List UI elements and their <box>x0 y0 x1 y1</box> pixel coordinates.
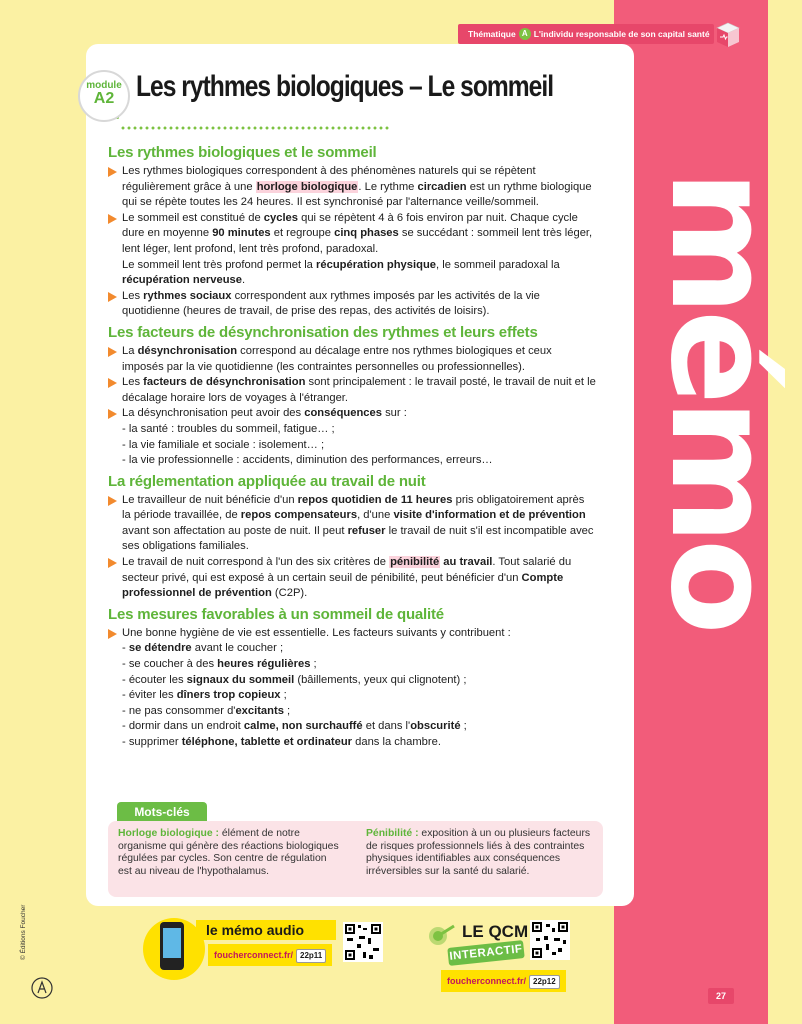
bold-term: heures régulières <box>217 658 311 671</box>
text-run: - la santé : troubles du sommeil, fatigue… ; <box>122 422 335 435</box>
bold-term: excitants <box>235 704 284 717</box>
text-run: qui se répètent 4 à 6 fois environ par nuit. Chaque cycle dure en moyenne <box>122 211 578 240</box>
audio-code: 22p11 <box>296 949 326 963</box>
text-run: Le sommeil est constitué de <box>122 211 264 224</box>
section-heading: La réglementation appliquée au travail de nuit <box>108 472 426 490</box>
text-run: - la vie familiale et sociale : isolement… ; <box>122 438 325 451</box>
text-run: - <box>122 642 129 655</box>
keywords-tab: Mots-clés <box>117 802 207 822</box>
module-label: module <box>86 80 122 91</box>
text-run: . Tout salarié du secteur privé, qui est exposé à un certain seuil de pénibilité, peut bénéficier d'un <box>122 556 572 584</box>
theme-prefix: Thématique <box>468 29 516 39</box>
bold-term: Compte professionnel de prévention <box>122 571 564 600</box>
plain-paragraph <box>108 453 596 469</box>
module-code: A2 <box>93 90 115 107</box>
qcm-title[interactable]: LE QCM <box>462 922 529 941</box>
bold-term: rythmes sociaux <box>143 289 232 302</box>
plain-paragraph <box>108 735 596 751</box>
bullet-arrow-icon <box>108 167 117 177</box>
bold-term: conséquences <box>304 407 382 420</box>
bold-term: cinq phases <box>334 227 399 240</box>
qcm-url-text: foucherconnect.fr/ <box>447 976 527 986</box>
text-run: dans la chambre. <box>352 736 441 748</box>
plain-paragraph <box>108 719 596 735</box>
bold-term: facteurs de désynchronisation <box>143 376 306 389</box>
text-run: Le sommeil lent très profond permet la <box>122 258 317 271</box>
keywords-box <box>108 821 603 897</box>
publisher-credit: © Éditions Foucher <box>20 904 27 960</box>
qcm-subtitle: INTERACTIF <box>447 940 524 966</box>
text-run: ; <box>310 658 317 671</box>
text-run: Une bonne hygiène de vie est essentielle. Les facteurs suivants y contribuent : <box>122 626 511 639</box>
text-run: La <box>122 344 138 357</box>
bullet-arrow-icon <box>108 496 117 506</box>
bold-term: calme, non surchauffé <box>243 720 363 733</box>
bullet-paragraph <box>108 211 596 258</box>
bullet-arrow-icon <box>108 378 117 388</box>
keyword-term: Pénibilité : <box>366 828 419 839</box>
bold-term: repos compensateurs <box>240 509 358 522</box>
text-run: Les rythmes biologiques correspondent à des phénomènes naturels qui se répètent régulièrement grâce à une <box>122 165 536 193</box>
plain-paragraph <box>108 641 596 657</box>
phone-icon <box>160 922 184 970</box>
memo-side-word: mémo <box>639 170 802 629</box>
keyword-definition: exposition à un ou plusieurs facteurs de risques professionnels liés à des contraintes physiques identifiables aux conséquences irréversibles sur la santé du salarié. <box>366 828 591 877</box>
section-heading: Les rythmes biologiques et le sommeil <box>108 144 377 161</box>
bold-term: récupération physique <box>316 258 436 271</box>
text-run: Les <box>122 376 144 389</box>
bullet-paragraph <box>108 406 596 422</box>
keyword-horloge <box>118 828 343 878</box>
text-run: ; <box>283 704 291 717</box>
bold-term: dîners trop copieux <box>176 689 281 702</box>
qcm-url[interactable] <box>441 970 566 992</box>
text-run: avant le coucher ; <box>191 642 284 655</box>
main-content <box>108 140 596 751</box>
qr-code-icon[interactable] <box>530 920 570 960</box>
text-run: ; <box>460 720 467 733</box>
text-run: , d'une <box>357 509 394 522</box>
bullet-arrow-icon <box>108 558 117 568</box>
bullet-paragraph <box>108 344 596 375</box>
text-run: - supprimer <box>122 736 182 748</box>
plain-paragraph <box>108 688 596 704</box>
text-run: - ne pas consommer d' <box>122 704 236 717</box>
click-cursor-icon <box>424 920 462 950</box>
plain-paragraph <box>108 422 596 438</box>
bullet-arrow-icon <box>108 347 117 357</box>
plain-paragraph <box>108 438 596 454</box>
bullet-arrow-icon <box>108 214 117 224</box>
bullet-paragraph <box>108 493 596 555</box>
highlighted-term: horloge biologique <box>256 180 358 193</box>
text-run: - écouter les <box>122 673 187 686</box>
bullet-paragraph <box>108 375 596 406</box>
text-run: - éviter les <box>122 689 177 702</box>
text-run: correspond au décalage entre nos rythmes biologiques et ceux imposés par la vie quotidienne (les contraintes personnelles ou professionnelles). <box>122 344 552 373</box>
text-run: . Le rythme <box>358 180 418 193</box>
keyword-penibilite <box>366 828 596 878</box>
text-run: est un rythme biologique qui se répète toutes les 24 heures. Il est synchronisé par l'alternance veille/sommeil. <box>122 180 592 209</box>
bold-term: téléphone, tablette et ordinateur <box>181 736 353 748</box>
plain-paragraph <box>108 673 596 689</box>
bullet-paragraph <box>108 626 596 642</box>
page-number: 27 <box>708 988 734 1004</box>
text-run: et regroupe <box>270 227 335 240</box>
plain-paragraph <box>108 657 596 673</box>
text-run: sont principalement : le travail posté, le travail de nuit et le décalage horaire lors de voyages à l'étranger. <box>122 376 596 404</box>
keyword-definition: élément de notre organisme qui génère des réactions biologiques régulées par cycles. Son centre de régulation est au niveau de l'hypothalamus. <box>118 828 339 877</box>
bold-term: repos quotidien de 11 heures <box>297 493 453 506</box>
bullet-paragraph <box>108 164 596 211</box>
text-run: Les <box>122 289 144 302</box>
keyword-term: Horloge biologique : <box>118 828 220 839</box>
section-heading: Les facteurs de désynchronisation des rythmes et leurs effets <box>108 323 538 341</box>
publisher-logo-icon <box>30 976 54 1000</box>
text-run: avant son affectation au poste de nuit. Il peut <box>122 524 348 537</box>
text-run: La désynchronisation peut avoir des <box>122 407 305 420</box>
text-run: . <box>242 274 246 287</box>
theme-letter-badge: A <box>519 28 531 40</box>
bullet-arrow-icon <box>108 409 117 419</box>
text-run: - la vie professionnelle : accidents, diminution des performances, erreurs… <box>122 454 493 467</box>
audio-url[interactable] <box>208 944 332 966</box>
bold-term: désynchronisation <box>137 344 238 357</box>
text-run: Le travailleur de nuit bénéficie d'un <box>122 493 298 506</box>
bold-term: se détendre <box>128 642 192 655</box>
bullet-paragraph <box>108 289 596 320</box>
section-heading: Les mesures favorables à un sommeil de qualité <box>108 605 444 623</box>
bold-term: récupération nerveuse <box>122 274 243 287</box>
plain-paragraph <box>108 258 596 289</box>
bold-term: circadien <box>417 180 467 193</box>
text-run: - dormir dans un endroit <box>122 720 244 733</box>
text-run: sur : <box>381 407 407 420</box>
text-run: ; <box>280 689 287 702</box>
plain-paragraph <box>108 704 596 720</box>
text-run: (bâillements, yeux qui clignotent) ; <box>294 673 467 686</box>
bold-term: obscurité <box>410 720 461 733</box>
qcm-code: 22p12 <box>529 975 560 989</box>
theme-banner <box>458 24 714 44</box>
bullet-arrow-icon <box>108 292 117 302</box>
bullet-paragraph <box>108 555 596 602</box>
text-run: (C2P). <box>271 587 308 600</box>
text-run: Le travail de nuit correspond à l'un des six critères de <box>122 556 390 569</box>
text-run: - se coucher à des <box>122 658 218 671</box>
qr-code-icon[interactable] <box>343 922 383 962</box>
module-badge <box>78 70 130 122</box>
highlighted-term: pénibilité <box>390 556 440 569</box>
page-title: Les rythmes biologiques – Le sommeil <box>136 70 554 103</box>
bullet-arrow-icon <box>108 629 117 639</box>
text-run: se succédant : sommeil lent très léger, lent léger, lent profond, lent très profond, paradoxal. <box>122 227 593 255</box>
text-run: le travail de nuit s'il est incompatible avec ses obligations familiales. <box>122 524 594 553</box>
theme-text: L'individu responsable de son capital santé <box>533 29 710 39</box>
dotted-divider <box>120 126 390 130</box>
bold-term: au travail <box>443 556 493 569</box>
bold-term: cycles <box>263 211 298 224</box>
bold-term: refuser <box>347 524 386 537</box>
text-run: et dans l' <box>362 720 411 733</box>
text-run: , le sommeil paradoxal la <box>436 258 560 271</box>
bold-term: signaux du sommeil <box>186 673 295 686</box>
audio-memo-link[interactable]: le mémo audio <box>196 920 336 940</box>
health-cube-icon <box>716 22 740 48</box>
bold-term: visite d'information et de prévention <box>393 509 586 522</box>
bold-term: 90 minutes <box>212 227 271 240</box>
text-run: pris obligatoirement après la période travaillée, de <box>122 493 585 522</box>
audio-url-text: foucherconnect.fr/ <box>214 950 294 960</box>
text-run: correspondent aux rythmes imposés par les activités de la vie quotidienne (heures de travail, de prise des repas, des activités de loisirs). <box>122 289 540 318</box>
